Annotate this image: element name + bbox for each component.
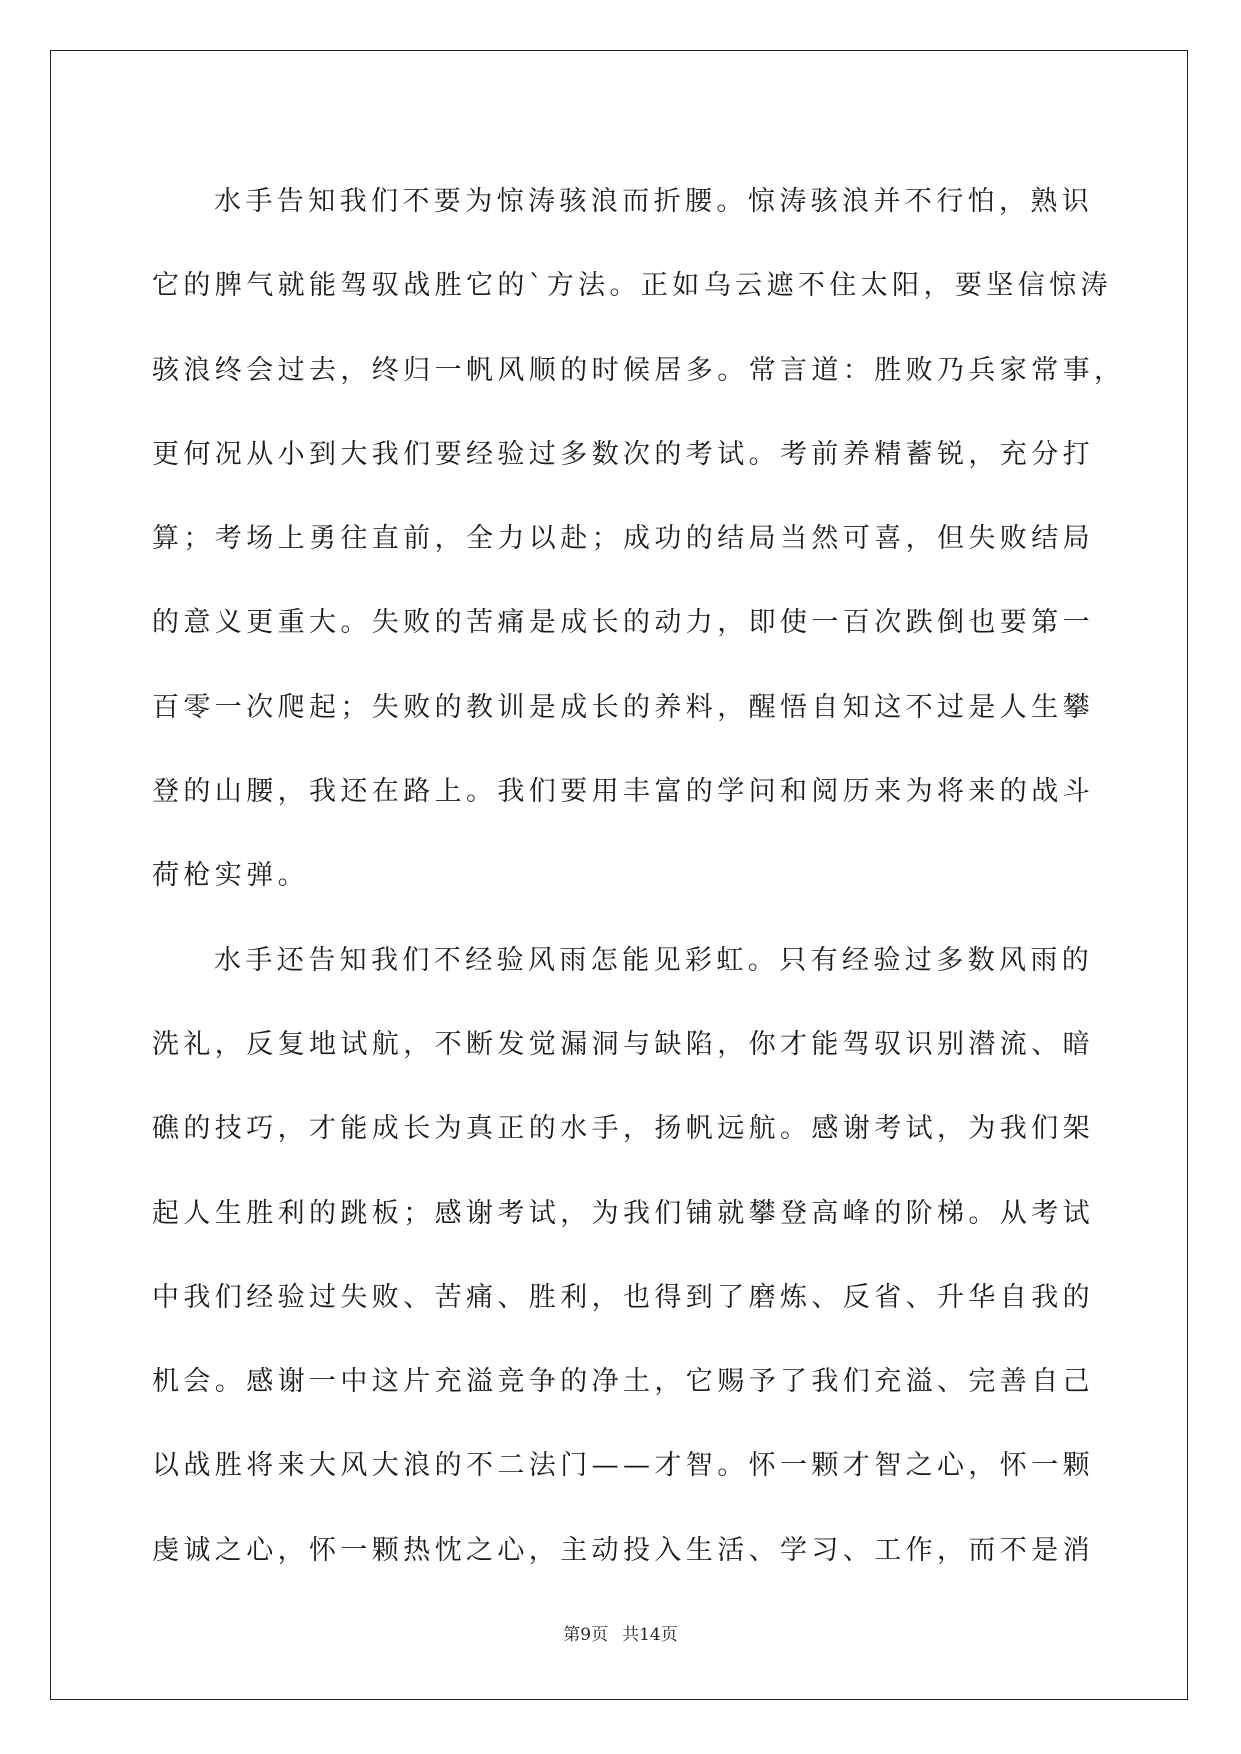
text-line: 以战胜将来大风大浪的不二法门——才智。怀一颗才智之心，怀一颗	[152, 1450, 1094, 1482]
page-number: 第9页	[563, 1625, 609, 1645]
text-line: 登的山腰，我还在路上。我们要用丰富的学问和阅历来为将来的战斗	[152, 776, 1094, 808]
text-line: 机会。感谢一中这片充溢竞争的净土，它赐予了我们充溢、完善自己	[152, 1366, 1094, 1398]
text-line: 虔诚之心，怀一颗热忱之心，主动投入生活、学习、工作，而不是消	[152, 1534, 1094, 1566]
text-line: 荷枪实弹。	[152, 860, 309, 892]
text-line: 算；考场上勇往直前，全力以赴；成功的结局当然可喜，但失败结局	[152, 523, 1094, 555]
text-line: 礁的技巧，才能成长为真正的水手，扬帆远航。感谢考试，为我们架	[152, 1113, 1094, 1145]
text-line: 骇浪终会过去，终归一帆风顺的时候居多。常言道：胜败乃兵家常事，	[152, 354, 1126, 386]
text-line: 洗礼，反复地试航，不断发觉漏洞与缺陷，你才能驾驭识别潜流、暗	[152, 1028, 1094, 1060]
text-line: 水手还告知我们不经验风雨怎能见彩虹。只有经验过多数风雨的	[214, 944, 1094, 976]
paragraph-1	[152, 160, 1126, 919]
page-footer	[0, 1620, 1241, 1645]
text-line: 水手告知我们不要为惊涛骇浪而折腰。惊涛骇浪并不行怕，熟识	[214, 186, 1094, 217]
text-line: 更何况从小到大我们要经验过多数次的考试。考前养精蓄锐，充分打	[152, 438, 1094, 470]
document-body	[152, 160, 1126, 1593]
paragraph-2	[152, 919, 1094, 1593]
text-line: 它的脾气就能驾驭战胜它的`方法。正如乌云遮不住太阳，要坚信惊涛	[152, 270, 1112, 302]
text-line: 的意义更重大。失败的苦痛是成长的动力，即使一百次跌倒也要第一	[152, 607, 1094, 639]
page-total: 共14页	[622, 1625, 678, 1645]
text-line: 百零一次爬起；失败的教训是成长的养料，醒悟自知这不过是人生攀	[152, 691, 1094, 723]
text-line: 起人生胜利的跳板；感谢考试，为我们铺就攀登高峰的阶梯。从考试	[152, 1197, 1094, 1229]
text-line: 中我们经验过失败、苦痛、胜利，也得到了磨炼、反省、升华自我的	[152, 1281, 1094, 1313]
